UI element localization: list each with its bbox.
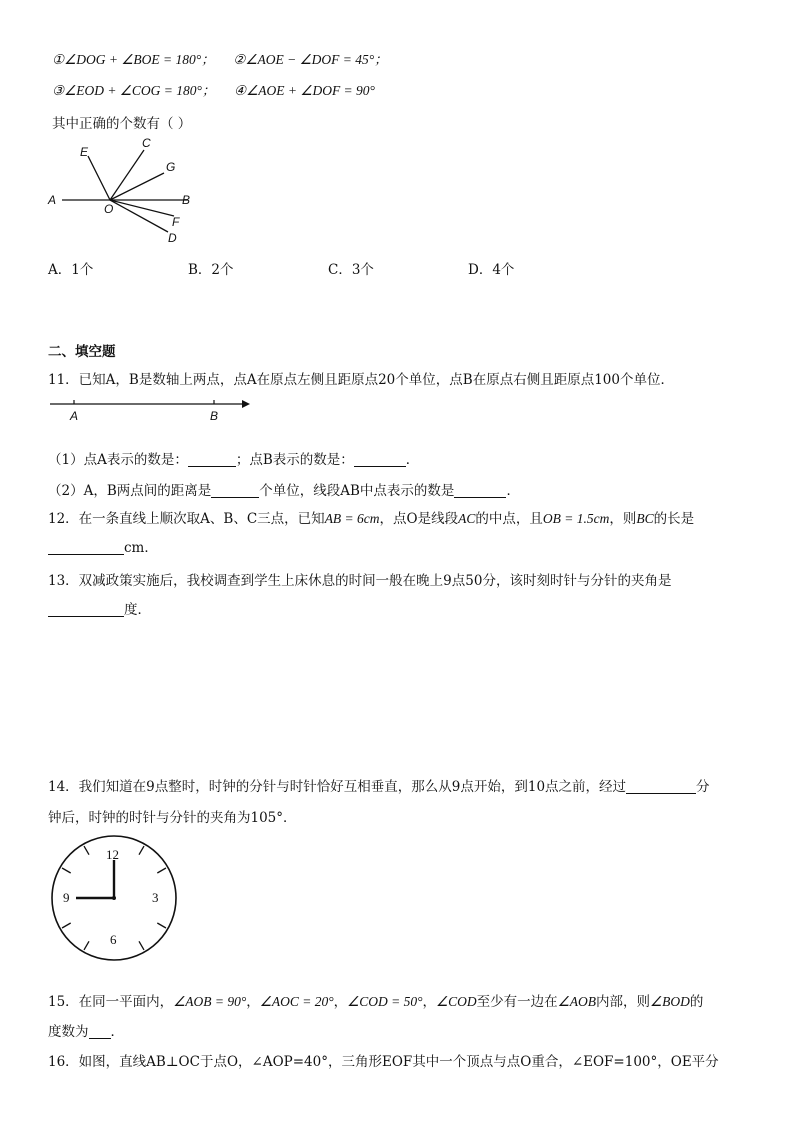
q11-part2-text-a: （2）A，B两点间的距离是: [48, 483, 212, 499]
q12-unit: cm．: [124, 540, 158, 556]
q15-math-cod-2: ∠COD: [436, 994, 477, 1009]
axis-arrow: [242, 400, 250, 408]
q14-text-a: 14．我们知道在9点整时，时钟的分针与时针恰好互相垂直，那么从9点开始，到10点之前，经过: [48, 779, 627, 795]
q15-text-a: 15．在同一平面内，: [48, 994, 174, 1010]
q10-option-b: B．2个: [188, 262, 234, 278]
q15-blank[interactable]: [89, 1024, 111, 1039]
q11-part2-text-c: ．: [506, 483, 520, 499]
q15-text-e: 至少有一边在: [476, 994, 558, 1010]
q10-statement-4: ④∠AOE + ∠DOF = 90°: [234, 83, 375, 98]
q15-math-aob: ∠AOB = 90°: [173, 994, 247, 1009]
clock-number-3: 3: [152, 890, 159, 905]
q11-part1-text-a: （1）点A表示的数是：: [48, 452, 188, 468]
q11-part2-text-b: 个单位，线段AB中点表示的数是: [259, 483, 455, 499]
q11-part1-text-b: ；点B表示的数是：: [235, 452, 354, 468]
q15-math-cod: ∠COD = 50°: [347, 994, 423, 1009]
q10-stem: 其中正确的个数有（ ）: [52, 116, 192, 132]
section-title: 二、填空题: [48, 344, 116, 360]
clock-tick: [84, 846, 89, 855]
q15-text-g: 的: [689, 994, 704, 1010]
q15-text-c: ，: [333, 994, 348, 1010]
q11-part1-text-c: ．: [405, 452, 420, 468]
q14-text-b: 分: [696, 779, 710, 795]
q12-text-b: ，点O是线段: [379, 511, 459, 527]
q14-stem-line1: [48, 775, 710, 795]
q12-text-a: 12．在一条直线上顺次取A、B、C三点，已知: [48, 511, 325, 527]
q10-angle-figure: [40, 138, 200, 248]
q11-blank-distance[interactable]: [211, 483, 259, 498]
ray-oc: [110, 150, 144, 200]
q12-math-bc: BC: [636, 511, 654, 526]
clock-number-12: 12: [106, 847, 119, 862]
q14-blank[interactable]: [626, 779, 696, 794]
clock-tick: [62, 868, 71, 873]
q16-stem: 16．如图，直线AB⊥OC于点O，∠AOP=40°，三角形EOF其中一个顶点与点O重合，∠EOF=100°，OE平分: [48, 1054, 719, 1070]
q12-math-ac: AC: [458, 511, 476, 526]
q15-stem-line2: [48, 1020, 124, 1040]
label-f: F: [172, 215, 180, 229]
clock-number-6: 6: [110, 932, 117, 947]
q13-tail: 度．: [124, 602, 151, 618]
ray-of: [110, 200, 174, 216]
q10-option-c: C．3个: [328, 262, 374, 278]
q11-blank-a[interactable]: [188, 452, 236, 467]
q10-statement-3: ③∠EOD + ∠COG = 180°；: [52, 83, 216, 98]
q10-statements-row2: [52, 79, 375, 99]
q15-math-bod: ∠BOD: [650, 994, 690, 1009]
clock-tick: [157, 868, 166, 873]
q12-math-ab: AB = 6cm: [324, 511, 380, 526]
q12-answer-line: [48, 536, 158, 556]
q12-stem: [48, 507, 694, 527]
q12-math-ob: OB = 1.5cm: [542, 511, 610, 526]
q13-answer-line: [48, 598, 151, 618]
label-b: B: [182, 193, 191, 207]
clock-center: [112, 896, 116, 900]
clock-number-9: 9: [63, 890, 70, 905]
q15-text-h: 度数为: [48, 1024, 89, 1040]
q12-text-e: 的长是: [653, 511, 695, 527]
label-d: D: [168, 231, 177, 245]
clock-tick: [157, 923, 166, 928]
q15-math-aob-2: ∠AOB: [557, 994, 597, 1009]
q11-stem: 11．已知A，B是数轴上两点，点A在原点左侧且距原点20个单位，点B在原点右侧且距原点100个单位．: [48, 372, 674, 388]
label-o: O: [104, 202, 114, 216]
label-e: E: [80, 145, 89, 159]
q15-math-aoc: ∠AOC = 20°: [259, 994, 334, 1009]
axis-label-a: A: [70, 409, 79, 423]
clock-tick: [139, 846, 144, 855]
q15-text-f: 内部，则: [596, 994, 651, 1010]
axis-label-b: B: [210, 409, 219, 423]
q10-option-a: A．1个: [48, 262, 94, 278]
q13-stem: 13．双减政策实施后，我校调查到学生上床休息的时间一般在晚上9点50分，该时刻时针与分针的夹角是: [48, 573, 672, 589]
label-g: G: [166, 160, 176, 174]
q12-blank[interactable]: [48, 540, 124, 555]
q13-blank[interactable]: [48, 602, 124, 617]
q10-statement-2: ②∠AOE − ∠DOF = 45°；: [233, 52, 388, 67]
label-c: C: [142, 138, 151, 150]
q15-text-b: ，: [246, 994, 260, 1010]
clock-tick: [139, 941, 144, 950]
ray-od: [110, 200, 168, 232]
q11-part1: [48, 448, 419, 468]
q10-statements-row1: [52, 48, 388, 68]
q11-number-line: [46, 392, 256, 428]
ray-og: [110, 173, 164, 200]
q15-stem-line1: [48, 990, 703, 1010]
clock-tick: [84, 941, 89, 950]
label-a: A: [48, 193, 57, 207]
q11-blank-midpoint[interactable]: [454, 483, 506, 498]
q10-statement-1: ①∠DOG + ∠BOE = 180°；: [52, 52, 215, 67]
ray-oe: [88, 156, 110, 200]
q14-stem-line2: 钟后，时钟的时针与分针的夹角为105°．: [48, 810, 297, 826]
q11-part2: [48, 479, 520, 499]
q11-blank-b[interactable]: [354, 452, 406, 467]
q10-option-d: D．4个: [468, 262, 515, 278]
q12-text-c: 的中点，且: [475, 511, 543, 527]
q15-text-i: ．: [110, 1024, 124, 1040]
q12-text-d: ，则: [609, 511, 637, 527]
q15-text-d: ，: [422, 994, 437, 1010]
clock-tick: [62, 923, 71, 928]
q14-clock-figure: [48, 832, 180, 964]
